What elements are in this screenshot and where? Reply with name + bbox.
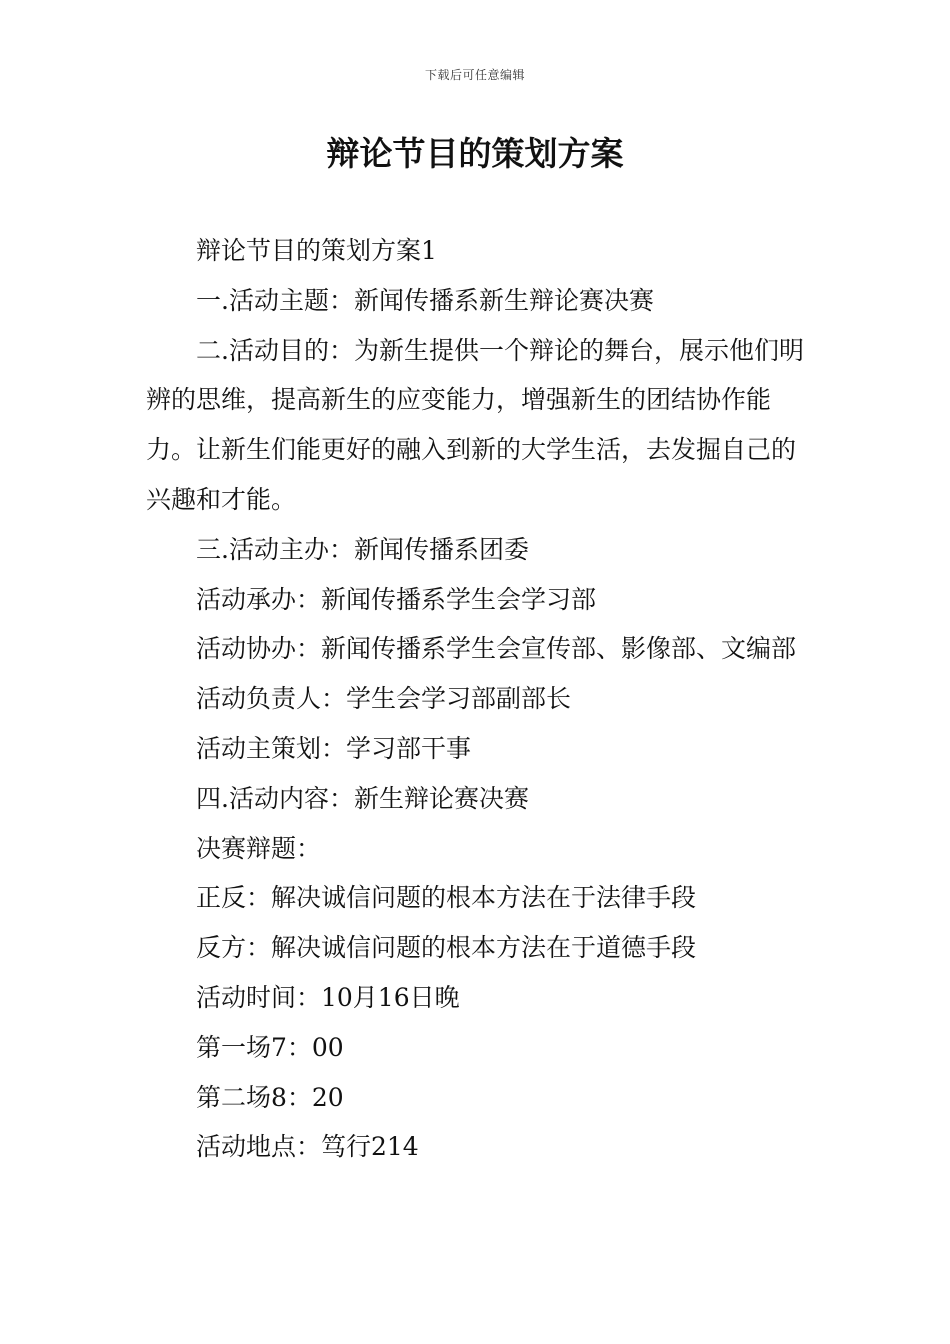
document-body	[146, 226, 810, 1172]
paragraph-location: 活动地点：笃行214	[196, 1132, 419, 1162]
document-title: 辩论节目的策划方案	[326, 134, 624, 173]
paragraph-final-topics-label: 决赛辩题：	[196, 833, 322, 863]
paragraph-person-in-charge: 活动负责人：学生会学习部副部长	[196, 684, 572, 714]
paragraph-second-session: 第二场8：20	[196, 1082, 344, 1112]
paragraph-negative-topic: 反方：解决诚信问题的根本方法在于道德手段	[196, 933, 697, 963]
paragraph-purpose: 二.活动目的：为新生提供一个辩论的舞台，展示他们明辨的思维，提高新生的应变能力，增强新生的团结协作能力。让新生们能更好的融入到新的大学生活，去发掘自己的兴趣和才能。	[146, 335, 804, 514]
paragraph-undertaker: 活动承办：新闻传播系学生会学习部	[196, 584, 597, 614]
paragraph-co-organizer: 活动协办：新闻传播系学生会宣传部、影像部、文编部	[196, 634, 797, 664]
paragraph-organizer: 三.活动主办：新闻传播系团委	[196, 534, 529, 564]
paragraph-content: 四.活动内容：新生辩论赛决赛	[196, 783, 529, 813]
header-note: 下载后可任意编辑	[424, 68, 525, 82]
paragraph-first-session: 第一场7：00	[196, 1032, 344, 1062]
paragraph-affirmative-topic: 正反：解决诚信问题的根本方法在于法律手段	[196, 883, 697, 913]
paragraph-time: 活动时间：10月16日晚	[196, 982, 460, 1012]
paragraph-subtitle: 辩论节目的策划方案1	[196, 236, 437, 265]
paragraph-planner: 活动主策划：学习部干事	[196, 733, 472, 763]
paragraph-theme: 一.活动主题：新闻传播系新生辩论赛决赛	[196, 285, 654, 315]
